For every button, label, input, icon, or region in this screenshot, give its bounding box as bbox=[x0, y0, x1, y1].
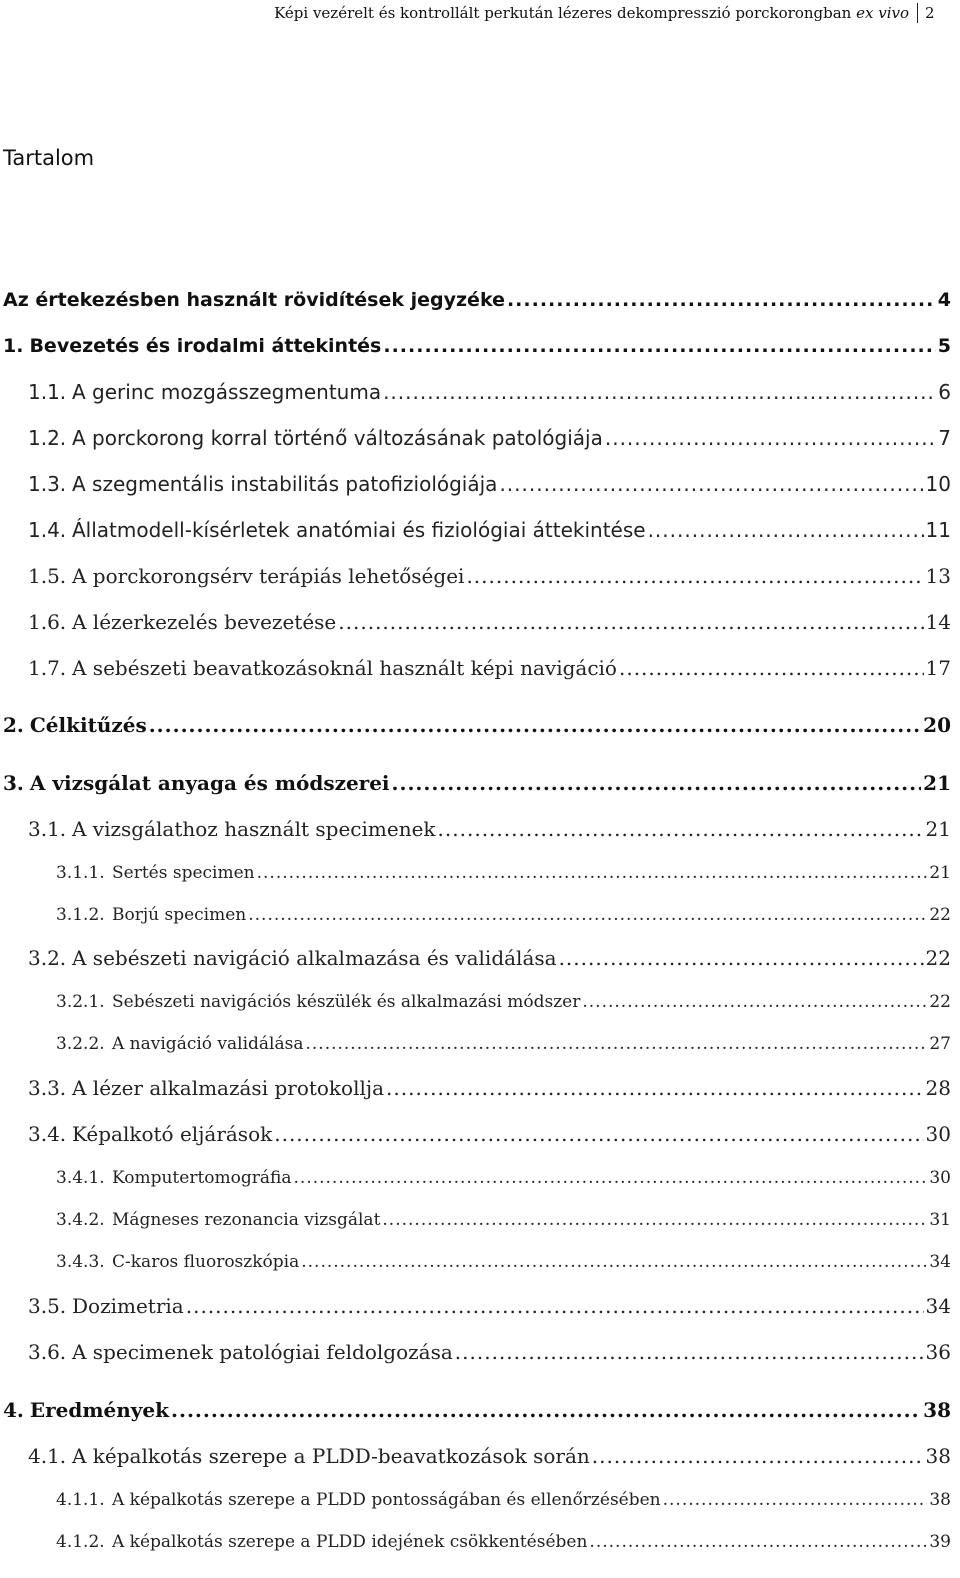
toc-entry-title: A porckorong korral történő változásának patológiája bbox=[72, 426, 603, 450]
toc-entry[interactable] bbox=[56, 992, 951, 1012]
toc-entry-number: 3.2.1. bbox=[56, 992, 105, 1012]
toc-entry[interactable] bbox=[28, 380, 951, 404]
toc-entry-page: 7 bbox=[938, 426, 951, 450]
toc-entry-page: 20 bbox=[923, 713, 951, 737]
toc-entry[interactable] bbox=[56, 863, 951, 883]
toc-leader-dots bbox=[301, 1252, 927, 1272]
toc-entry-number: 1.5. bbox=[28, 564, 67, 588]
toc-entry-title: A szegmentális instabilitás patofiziológiája bbox=[72, 472, 498, 496]
toc-entry-page: 34 bbox=[929, 1252, 951, 1272]
toc-entry-number: 1.7. bbox=[28, 656, 67, 680]
toc-entry[interactable] bbox=[28, 1444, 951, 1468]
toc-entry-title: A vizsgálathoz használt specimenek bbox=[72, 817, 436, 841]
toc-entry-title: A vizsgálat anyaga és módszerei bbox=[29, 771, 390, 795]
toc-entry-title: Az értekezésben használt rövidítések jegyzéke bbox=[3, 289, 505, 311]
toc-entry[interactable] bbox=[28, 426, 951, 450]
toc-leader-dots bbox=[648, 518, 924, 542]
running-header bbox=[0, 0, 960, 30]
toc-heading: Tartalom bbox=[3, 146, 95, 170]
toc-entry-title: Mágneses rezonancia vizsgálat bbox=[112, 1210, 381, 1230]
toc-entry-title: Dozimetria bbox=[72, 1294, 184, 1318]
toc-entry-page: 21 bbox=[923, 771, 951, 795]
toc-entry-title: Állatmodell-kísérletek anatómiai és fiziológiai áttekintése bbox=[72, 518, 646, 542]
toc-entry-title: Célkitűzés bbox=[29, 713, 147, 737]
toc-entry-page: 21 bbox=[925, 817, 951, 841]
toc-entry-number: 1. bbox=[3, 335, 24, 357]
toc-leader-dots bbox=[383, 335, 935, 357]
toc-entry-page: 22 bbox=[929, 992, 951, 1012]
toc-entry-number: 3.1. bbox=[28, 817, 67, 841]
toc-entry-title: A sebészeti beavatkozásoknál használt képi navigáció bbox=[72, 656, 617, 680]
toc-entry-page: 22 bbox=[925, 946, 951, 970]
toc-leader-dots bbox=[186, 1294, 924, 1318]
toc-entry-page: 14 bbox=[925, 610, 951, 634]
toc-entry-number: 3.4.3. bbox=[56, 1252, 105, 1272]
toc-entry-page: 38 bbox=[923, 1398, 951, 1422]
toc-entry-title: A specimenek patológiai feldolgozása bbox=[72, 1340, 453, 1364]
toc-entry-title: Borjú specimen bbox=[112, 905, 247, 925]
toc-leader-dots bbox=[499, 472, 923, 496]
toc-entry-page: 39 bbox=[929, 1532, 951, 1552]
toc-entry-title: Képalkotó eljárások bbox=[72, 1122, 273, 1146]
toc-entry[interactable] bbox=[28, 1340, 951, 1364]
toc-entry-number: 3.1.2. bbox=[56, 905, 105, 925]
header-title-text: Képi vezérelt és kontrollált perkután lézeres dekompresszió porckorongban bbox=[274, 4, 852, 22]
toc-leader-dots bbox=[582, 992, 927, 1012]
toc-entry-page: 21 bbox=[929, 863, 951, 883]
toc-entry-title: Bevezetés és irodalmi áttekintés bbox=[29, 335, 382, 357]
toc-entry-number: 3.4.2. bbox=[56, 1210, 105, 1230]
toc-leader-dots bbox=[248, 905, 927, 925]
toc-entry-page: 36 bbox=[925, 1340, 951, 1364]
toc-entry-number: 1.2. bbox=[28, 426, 67, 450]
toc-leader-dots bbox=[386, 1076, 924, 1100]
toc-leader-dots bbox=[663, 1490, 928, 1510]
toc-leader-dots bbox=[257, 863, 928, 883]
toc-entry[interactable] bbox=[28, 817, 951, 841]
toc-entry-title: Eredmények bbox=[29, 1398, 170, 1422]
toc-leader-dots bbox=[605, 426, 936, 450]
toc-leader-dots bbox=[589, 1532, 927, 1552]
toc-entry-number: 1.4. bbox=[28, 518, 67, 542]
toc-entry[interactable] bbox=[28, 610, 951, 634]
toc-entry-title: A képalkotás szerepe a PLDD pontosságában és ellenőrzésében bbox=[112, 1490, 661, 1510]
toc-entry-number: 1.1. bbox=[28, 380, 67, 404]
toc-entry-page: 13 bbox=[925, 564, 951, 588]
toc-entry-number: 2. bbox=[3, 713, 24, 737]
toc-entry-page: 34 bbox=[925, 1294, 951, 1318]
toc-entry[interactable] bbox=[28, 518, 951, 542]
toc-entry-number: 3.5. bbox=[28, 1294, 67, 1318]
toc-entry-number: 3. bbox=[3, 771, 24, 795]
toc-leader-dots bbox=[619, 656, 924, 680]
toc-entry[interactable] bbox=[56, 905, 951, 925]
toc-entry-title: A lézerkezelés bevezetése bbox=[72, 610, 337, 634]
toc-leader-dots bbox=[305, 1034, 927, 1054]
toc-leader-dots bbox=[382, 1210, 927, 1230]
toc-entry[interactable] bbox=[56, 1490, 951, 1510]
toc-leader-dots bbox=[274, 1122, 923, 1146]
toc-entry-number: 3.4.1. bbox=[56, 1168, 105, 1188]
toc-entry-page: 10 bbox=[925, 472, 951, 496]
toc-entry-title: Komputertomográfia bbox=[112, 1168, 292, 1188]
toc-entry[interactable] bbox=[3, 289, 951, 311]
toc-entry-number: 1.6. bbox=[28, 610, 67, 634]
toc-leader-dots bbox=[383, 380, 936, 404]
header-divider bbox=[917, 3, 918, 23]
header-title-italic: ex vivo bbox=[856, 4, 909, 22]
toc-entry-number: 4.1. bbox=[28, 1444, 67, 1468]
toc-entry-number: 3.3. bbox=[28, 1076, 67, 1100]
toc-entry-title: A képalkotás szerepe a PLDD-beavatkozások során bbox=[72, 1444, 590, 1468]
header-page-number: 2 bbox=[925, 4, 935, 22]
toc-leader-dots bbox=[507, 289, 936, 311]
toc-leader-dots bbox=[149, 713, 921, 737]
toc-leader-dots bbox=[466, 564, 923, 588]
toc-entry-page: 11 bbox=[925, 518, 951, 542]
toc-entry[interactable] bbox=[56, 1210, 951, 1230]
toc-entry-title: A sebészeti navigáció alkalmazása és validálása bbox=[72, 946, 557, 970]
toc-entry[interactable] bbox=[56, 1252, 951, 1272]
toc-entry-page: 22 bbox=[929, 905, 951, 925]
toc-entry-number: 4.1.2. bbox=[56, 1532, 105, 1552]
toc-entry-number: 3.2.2. bbox=[56, 1034, 105, 1054]
toc-entry-page: 6 bbox=[938, 380, 951, 404]
toc-entry-page: 4 bbox=[937, 289, 951, 311]
toc-leader-dots bbox=[455, 1340, 924, 1364]
toc-leader-dots bbox=[559, 946, 924, 970]
toc-entry-title: A gerinc mozgásszegmentuma bbox=[72, 380, 382, 404]
toc-entry[interactable] bbox=[28, 564, 951, 588]
toc-entry-page: 17 bbox=[925, 656, 951, 680]
toc-entry-number: 4. bbox=[3, 1398, 24, 1422]
toc-entry-title: Sertés specimen bbox=[112, 863, 255, 883]
toc-entry-page: 28 bbox=[925, 1076, 951, 1100]
toc-entry-number: 3.2. bbox=[28, 946, 67, 970]
toc-entry[interactable] bbox=[56, 1532, 951, 1552]
toc-entry-page: 31 bbox=[929, 1210, 951, 1230]
toc-entry-title: A navigáció validálása bbox=[112, 1034, 304, 1054]
toc-leader-dots bbox=[438, 817, 924, 841]
toc-entry[interactable] bbox=[28, 1122, 951, 1146]
toc-leader-dots bbox=[294, 1168, 928, 1188]
header-title bbox=[274, 4, 909, 22]
toc-entry-page: 30 bbox=[925, 1122, 951, 1146]
toc-entry[interactable] bbox=[28, 656, 951, 680]
toc-entry-title: A porckorongsérv terápiás lehetőségei bbox=[72, 564, 465, 588]
toc-entry[interactable] bbox=[28, 946, 951, 970]
toc-entry-page: 38 bbox=[925, 1444, 951, 1468]
toc-entry[interactable] bbox=[28, 1076, 951, 1100]
toc-entry-title: C-karos fluoroszkópia bbox=[112, 1252, 300, 1272]
toc-entry-page: 38 bbox=[929, 1490, 951, 1510]
toc-entry-title: A lézer alkalmazási protokollja bbox=[72, 1076, 385, 1100]
toc-entry[interactable] bbox=[3, 1398, 951, 1422]
toc-entry[interactable] bbox=[28, 472, 951, 496]
toc-leader-dots bbox=[171, 1398, 921, 1422]
toc-entry[interactable] bbox=[28, 1294, 951, 1318]
toc-leader-dots bbox=[338, 610, 923, 634]
toc-entry-title: A képalkotás szerepe a PLDD idejének csökkentésében bbox=[112, 1532, 588, 1552]
toc-entry[interactable] bbox=[3, 335, 951, 357]
toc-entry-number: 3.1.1. bbox=[56, 863, 105, 883]
toc-entry-page: 30 bbox=[929, 1168, 951, 1188]
toc-leader-dots bbox=[592, 1444, 924, 1468]
toc-entry[interactable] bbox=[56, 1168, 951, 1188]
toc-entry-number: 1.3. bbox=[28, 472, 67, 496]
toc-leader-dots bbox=[392, 771, 922, 795]
toc-entry-number: 3.4. bbox=[28, 1122, 67, 1146]
toc-entry-number: 4.1.1. bbox=[56, 1490, 105, 1510]
toc-entry-page: 5 bbox=[937, 335, 951, 357]
toc-entry-number: 3.6. bbox=[28, 1340, 67, 1364]
toc-entry-page: 27 bbox=[929, 1034, 951, 1054]
toc-entry-title: Sebészeti navigációs készülék és alkalmazási módszer bbox=[112, 992, 581, 1012]
toc-entry[interactable] bbox=[56, 1034, 951, 1054]
toc-entry[interactable] bbox=[3, 771, 951, 795]
toc-entry[interactable] bbox=[3, 713, 951, 737]
